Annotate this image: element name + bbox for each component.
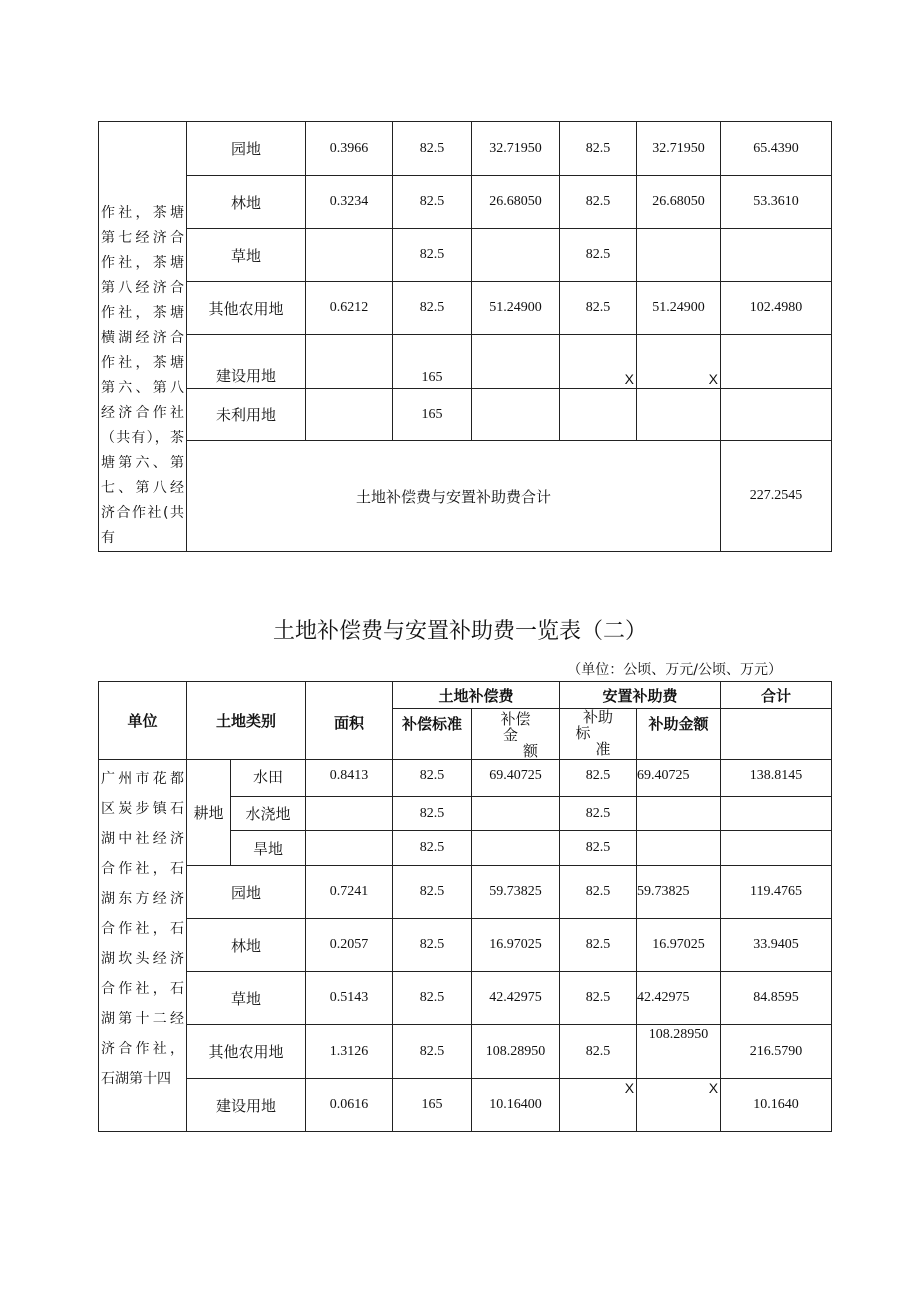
header-sub-std-line2: 标	[575, 724, 591, 742]
sub-std-cell: 82.5	[560, 919, 637, 972]
land-type-cell: 水浇地	[231, 797, 306, 831]
sub-std-cell: 82.5	[560, 122, 637, 176]
page-title: 土地补偿费与安置补助费一览表（二）	[272, 619, 647, 644]
total-cell: 216.5790	[721, 1025, 832, 1079]
sub-std-cell: 82.5	[560, 760, 637, 797]
header-unit: 单位	[99, 682, 187, 760]
total-cell: 84.8595	[721, 972, 832, 1025]
comp-amt-cell	[472, 229, 560, 282]
cross-mark: X	[708, 1080, 719, 1096]
sub-std-cell: 82.5	[560, 972, 637, 1025]
area-cell	[306, 335, 393, 389]
table-row	[99, 972, 832, 1025]
cross-mark: X	[624, 371, 634, 387]
table-row	[99, 1025, 832, 1079]
table-row	[99, 919, 832, 972]
sub-std-cell: 82.5	[560, 866, 637, 919]
table-row	[99, 335, 832, 389]
sum-value: 227.2545	[721, 441, 832, 552]
sub-std-cell	[560, 389, 637, 441]
comp-std-cell: 165	[393, 335, 472, 389]
sub-amt-cell: 32.71950	[637, 122, 721, 176]
land-type-cell: 其他农用地	[187, 282, 306, 335]
unit-cell	[99, 760, 187, 1132]
comp-std-cell: 82.5	[393, 919, 472, 972]
header-land-type: 土地类别	[187, 682, 306, 760]
sub-amt-cell: 59.73825	[637, 866, 721, 919]
header-comp-std: 补偿标准	[393, 709, 472, 760]
header-comp-amt-line1: 补偿	[500, 710, 531, 728]
comp-std-cell: 82.5	[393, 1025, 472, 1079]
header-sub-amt: 补助金额	[637, 709, 721, 760]
area-cell	[306, 831, 393, 866]
table-row	[99, 866, 832, 919]
area-cell: 0.0616	[306, 1079, 393, 1132]
total-cell: 10.1640	[721, 1079, 832, 1132]
sub-amt-cell	[637, 1079, 721, 1132]
header-comp-amt	[472, 709, 560, 760]
land-type-cell: 建设用地	[187, 335, 306, 389]
total-cell	[721, 797, 832, 831]
comp-std-cell: 82.5	[393, 122, 472, 176]
sub-std-cell	[560, 335, 637, 389]
table-row	[99, 282, 832, 335]
area-cell: 1.3126	[306, 1025, 393, 1079]
land-type-cell: 水田	[231, 760, 306, 797]
header-comp-amt-line3: 额	[523, 742, 539, 760]
total-cell	[721, 335, 832, 389]
comp-amt-cell: 10.16400	[472, 1079, 560, 1132]
land-type-cell: 林地	[187, 919, 306, 972]
sub-amt-cell: 51.24900	[637, 282, 721, 335]
table-row	[99, 122, 832, 176]
comp-amt-cell	[472, 335, 560, 389]
total-cell	[721, 831, 832, 866]
sub-std-cell: 82.5	[560, 1025, 637, 1079]
land-type-cell: 其他农用地	[187, 1025, 306, 1079]
table-row	[99, 760, 832, 797]
comp-amt-cell: 42.42975	[472, 972, 560, 1025]
land-type-cell: 草地	[187, 229, 306, 282]
sub-amt-cell	[637, 229, 721, 282]
comp-amt-cell: 69.40725	[472, 760, 560, 797]
sub-amt-cell	[637, 797, 721, 831]
land-type-cell: 草地	[187, 972, 306, 1025]
area-cell: 0.7241	[306, 866, 393, 919]
comp-std-cell: 165	[393, 389, 472, 441]
area-cell: 0.6212	[306, 282, 393, 335]
sub-amt-cell: 42.42975	[637, 972, 721, 1025]
header-total: 合计	[721, 682, 832, 709]
table-row	[99, 229, 832, 282]
total-cell	[721, 389, 832, 441]
comp-amt-cell: 26.68050	[472, 176, 560, 229]
header-resettle: 安置补助费	[560, 682, 721, 709]
header-empty	[721, 709, 832, 760]
table-row	[99, 389, 832, 441]
sub-amt-cell	[637, 831, 721, 866]
land-type-cell: 园地	[187, 122, 306, 176]
comp-std-cell: 82.5	[393, 972, 472, 1025]
comp-amt-cell: 51.24900	[472, 282, 560, 335]
area-cell: 0.2057	[306, 919, 393, 972]
header-sub-std-line3: 准	[595, 740, 611, 758]
total-cell: 33.9405	[721, 919, 832, 972]
cross-mark: X	[624, 1080, 635, 1096]
area-cell: 0.3234	[306, 176, 393, 229]
sum-label: 土地补偿费与安置补助费合计	[187, 441, 721, 552]
table-row	[99, 176, 832, 229]
comp-amt-cell	[472, 831, 560, 866]
comp-std-cell: 82.5	[393, 760, 472, 797]
header-comp-amt-line2: 金	[503, 726, 519, 744]
comp-amt-cell: 16.97025	[472, 919, 560, 972]
sub-amt-cell: 26.68050	[637, 176, 721, 229]
unit-cell	[99, 122, 187, 552]
area-cell: 0.3966	[306, 122, 393, 176]
farmland-label: 耕地	[187, 760, 231, 866]
area-cell	[306, 389, 393, 441]
unit-note: （单位：公顷、万元/公顷、万元）	[567, 662, 782, 678]
total-cell: 102.4980	[721, 282, 832, 335]
sub-amt-cell: 108.28950	[637, 1025, 721, 1079]
comp-std-cell: 82.5	[393, 797, 472, 831]
compensation-table-1	[98, 121, 832, 552]
total-cell: 138.8145	[721, 760, 832, 797]
comp-std-cell: 165	[393, 1079, 472, 1132]
sub-amt-cell: 69.40725	[637, 760, 721, 797]
comp-amt-cell	[472, 389, 560, 441]
comp-std-cell: 82.5	[393, 229, 472, 282]
area-cell	[306, 229, 393, 282]
sub-std-cell: 82.5	[560, 797, 637, 831]
unit-name: 广州市花都区炭步镇石湖中社经济合作社，石湖东方经济合作社，石湖坎头经济合作社，石湖第十二经济合作社，石湖第十四	[101, 771, 184, 1087]
comp-std-cell: 82.5	[393, 831, 472, 866]
land-type-cell: 未利用地	[187, 389, 306, 441]
total-cell: 53.3610	[721, 176, 832, 229]
header-land-comp: 土地补偿费	[393, 682, 560, 709]
comp-amt-cell: 108.28950	[472, 1025, 560, 1079]
sub-std-cell: 82.5	[560, 831, 637, 866]
header-sub-std-line1: 补助	[583, 708, 614, 726]
total-cell: 119.4765	[721, 866, 832, 919]
sub-std-cell	[560, 1079, 637, 1132]
sub-amt-cell	[637, 389, 721, 441]
comp-amt-cell: 32.71950	[472, 122, 560, 176]
comp-std-cell: 82.5	[393, 866, 472, 919]
sub-std-cell: 82.5	[560, 229, 637, 282]
sub-amt-cell	[637, 335, 721, 389]
land-type-cell: 建设用地	[187, 1079, 306, 1132]
compensation-table-2	[98, 681, 832, 1132]
area-cell	[306, 797, 393, 831]
sub-std-cell: 82.5	[560, 176, 637, 229]
unit-name: 作社，茶塘第七经济合作社，茶塘第八经济合作社，茶塘横湖经济合作社，茶塘第六、第八经济合作社（共有），茶塘第六、第七、第八经济合作社(共有	[101, 205, 184, 546]
total-cell: 65.4390	[721, 122, 832, 176]
comp-std-cell: 82.5	[393, 176, 472, 229]
land-type-cell: 林地	[187, 176, 306, 229]
cross-mark: X	[708, 371, 718, 387]
sub-std-cell: 82.5	[560, 282, 637, 335]
table-row	[99, 1079, 832, 1132]
header-row	[99, 682, 832, 709]
header-sub-std	[560, 709, 637, 760]
area-cell: 0.8413	[306, 760, 393, 797]
area-cell: 0.5143	[306, 972, 393, 1025]
comp-amt-cell: 59.73825	[472, 866, 560, 919]
comp-amt-cell	[472, 797, 560, 831]
sum-row	[99, 441, 832, 552]
sub-amt-cell: 16.97025	[637, 919, 721, 972]
header-area: 面积	[306, 682, 393, 760]
total-cell	[721, 229, 832, 282]
comp-std-cell: 82.5	[393, 282, 472, 335]
land-type-cell: 园地	[187, 866, 306, 919]
land-type-cell: 旱地	[231, 831, 306, 866]
